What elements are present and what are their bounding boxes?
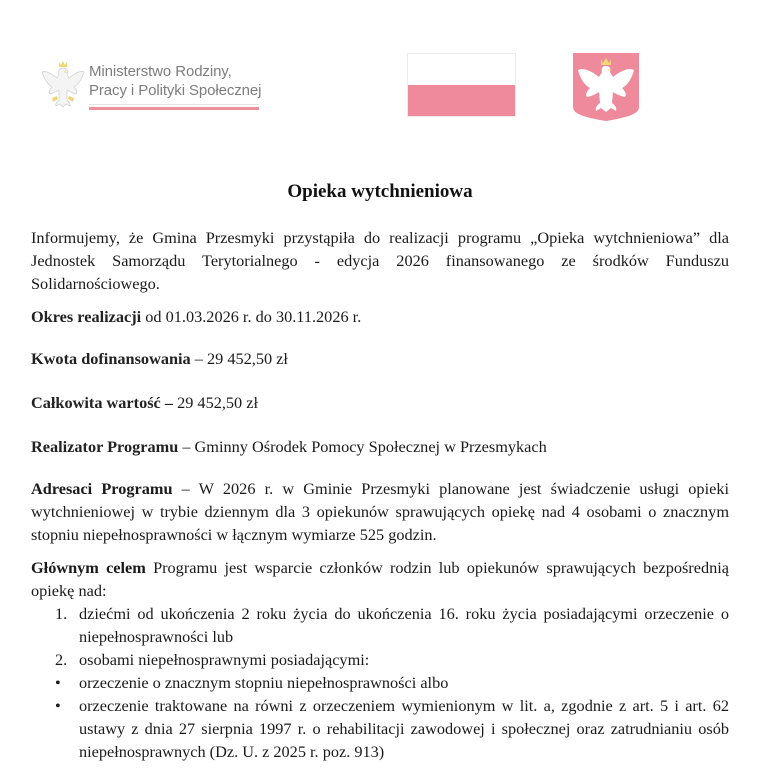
bullet-list [31,671,729,763]
list-item [31,694,729,763]
document-body [31,180,729,763]
flag-white-stripe [408,54,515,85]
field-label: Całkowita wartość – [31,393,173,412]
ministry-name-line2: Pracy i Polityki Społecznej [89,82,262,99]
field-value: od 01.03.2026 r. do 30.11.2026 r. [141,307,362,326]
field-okres-realizacji [31,305,729,328]
polish-coat-of-arms-icon [573,53,639,121]
numbered-list [31,602,729,671]
logo-divider-red [89,107,259,110]
field-calkowita-wartosc [31,391,729,414]
field-value: – 29 452,50 zł [190,349,288,368]
list-item [31,671,729,694]
field-value: 29 452,50 zł [173,393,259,412]
cel-text: Programu jest wsparcie członków rodzin lub opiekunów sprawujących bezpośrednią opiekę nad: [31,558,729,600]
list-item [55,648,729,671]
adresaci-text: – W 2026 r. w Gminie Przesmyki planowane jest świadczenie usługi opieki wytchnieniowej w trybie dziennym dla 3 opiekunów sprawujących opiekę nad 4 osobami o znacznym stopniu niepełnosprawności w łącznym wymiarze 525 godzin. [31,479,729,544]
list-number: 1. [55,604,68,623]
list-item-text: orzeczenie o znacznym stopniu niepełnosprawności albo [79,673,449,692]
list-number: 2. [55,650,68,669]
ministry-name [89,62,261,100]
list-item-text: osobami niepełnosprawnymi posiadającymi: [79,650,370,669]
field-kwota-dofinansowania [31,347,729,370]
list-item [55,602,729,648]
polish-flag-icon [407,53,516,117]
ministry-name-line1: Ministerstwo Rodziny, [89,63,232,80]
white-eagle-icon [40,56,86,112]
list-item-text: orzeczenie traktowane na równi z orzeczeniem wymienionym w lit. a, zgodnie z art. 5 i art. 62 ustawy z dnia 27 sierpnia 1997 r. o rehabilitacji zawodowej i społecznej oraz zatrudnianiu osób niepełnosprawnych (Dz. U. z 2025 r. poz. 913) [79,696,729,761]
cel-label: Głównym celem [31,558,146,577]
adresaci-paragraph [31,477,729,546]
ministry-logo [40,56,265,114]
flag-red-stripe [408,85,515,116]
list-item-text: dziećmi od ukończenia 2 roku życia do ukończenia 16. roku życia posiadającymi orzeczenie o niepełnosprawności lub [79,604,729,646]
bullet-icon: • [55,673,61,692]
bullet-icon: • [55,696,61,715]
field-label: Kwota dofinansowania [31,349,191,368]
logo-divider-gray [89,104,259,105]
field-label: Realizator Programu [31,437,179,456]
field-realizator-programu [31,435,729,458]
field-label: Okres realizacji [31,307,142,326]
adresaci-label: Adresaci Programu [31,479,173,498]
page-header [0,0,779,140]
page-title: Opieka wytchnieniowa [287,181,473,202]
intro-paragraph: Informujemy, że Gmina Przesmyki przystąpiła do realizacji programu „Opieka wytchnieniowa” dla Jednostek Samorządu Terytorialnego - edycja 2026 finansowanego ze środków Funduszu Solidarnościowego. [31,228,729,293]
cel-paragraph [31,556,729,602]
field-value: – Gminny Ośrodek Pomocy Społecznej w Przesmykach [178,437,547,456]
